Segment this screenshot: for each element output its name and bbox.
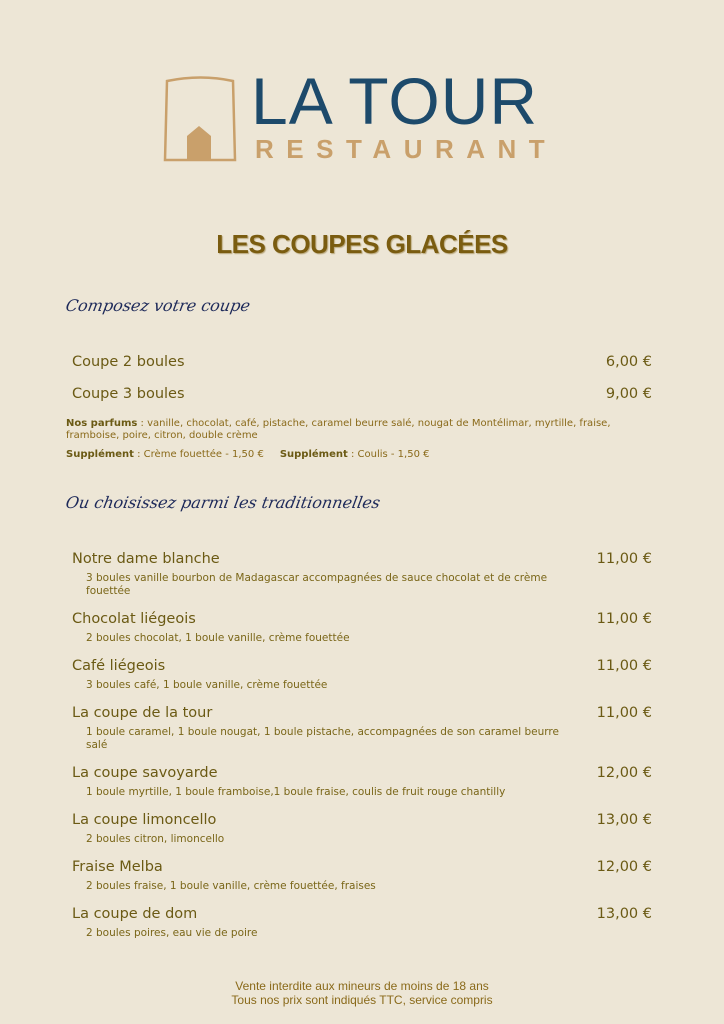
item-description: 3 boules café, 1 boule vanille, crème fouettée bbox=[86, 679, 328, 691]
item-price: 11,00 € bbox=[596, 611, 652, 627]
supplement-cream: : Crème fouettée - 1,50 € bbox=[133, 449, 264, 460]
menu-item bbox=[72, 703, 652, 752]
supplements-note bbox=[66, 449, 656, 461]
tower-icon bbox=[163, 74, 239, 164]
menu-item bbox=[72, 857, 652, 893]
traditional-list bbox=[72, 549, 652, 951]
item-price: 13,00 € bbox=[596, 812, 652, 828]
menu-item bbox=[72, 352, 652, 372]
menu-item bbox=[72, 384, 652, 404]
item-price: 9,00 € bbox=[605, 386, 652, 402]
logo-subtitle: RESTAURANT bbox=[255, 134, 558, 164]
supplement-label: Supplément bbox=[66, 449, 134, 460]
item-description: 2 boules citron, limoncello bbox=[86, 833, 225, 845]
item-name: La coupe limoncello bbox=[72, 812, 217, 828]
traditional-heading: Ou choisissez parmi les traditionnelles bbox=[64, 493, 382, 512]
item-name: Coupe 3 boules bbox=[72, 386, 185, 402]
item-name: Coupe 2 boules bbox=[72, 354, 185, 370]
page-title: LES COUPES GLACÉES bbox=[216, 229, 508, 259]
flavours-list: : vanille, chocolat, café, pistache, caramel beurre salé, nougat de Montélimar, myrtille, fraise, framboise, poire, citron, double crème bbox=[66, 418, 611, 441]
supplement-coulis: : Coulis - 1,50 € bbox=[347, 449, 430, 460]
menu-item bbox=[72, 549, 652, 598]
footer-age-notice: Vente interdite aux mineurs de moins de 18 ans bbox=[235, 979, 489, 993]
restaurant-logo bbox=[163, 64, 563, 166]
compose-heading: Composez votre coupe bbox=[64, 296, 252, 315]
item-name: Café liégeois bbox=[72, 658, 166, 674]
item-description: 2 boules poires, eau vie de poire bbox=[86, 927, 258, 939]
item-name: La coupe de la tour bbox=[72, 705, 213, 721]
menu-item bbox=[72, 810, 652, 846]
item-description: 1 boule myrtille, 1 boule framboise,1 boule fraise, coulis de fruit rouge chantilly bbox=[86, 786, 506, 798]
menu-item bbox=[72, 904, 652, 940]
menu-item bbox=[72, 763, 652, 799]
menu-item bbox=[72, 609, 652, 645]
item-name: Fraise Melba bbox=[72, 859, 163, 875]
item-description: 2 boules chocolat, 1 boule vanille, crème fouettée bbox=[86, 632, 350, 644]
item-price: 6,00 € bbox=[605, 354, 652, 370]
item-name: La coupe savoyarde bbox=[72, 765, 218, 781]
item-price: 11,00 € bbox=[596, 658, 652, 674]
item-price: 12,00 € bbox=[596, 765, 652, 781]
item-price: 13,00 € bbox=[596, 906, 652, 922]
item-price: 11,00 € bbox=[596, 551, 652, 567]
item-description: 3 boules vanille bourbon de Madagascar accompagnées de sauce chocolat et de crème fouettée bbox=[86, 572, 548, 597]
item-name: La coupe de dom bbox=[72, 906, 198, 922]
flavours-note bbox=[66, 418, 656, 442]
footer-price-notice: Tous nos prix sont indiqués TTC, service compris bbox=[231, 993, 493, 1007]
footer bbox=[0, 979, 724, 1007]
item-description: 2 boules fraise, 1 boule vanille, crème fouettée, fraises bbox=[86, 880, 376, 892]
flavours-label: Nos parfums bbox=[66, 418, 138, 429]
item-price: 12,00 € bbox=[596, 859, 652, 875]
item-price: 11,00 € bbox=[596, 705, 652, 721]
menu-item bbox=[72, 656, 652, 692]
item-description: 1 boule caramel, 1 boule nougat, 1 boule pistache, accompagnées de son caramel beurre salé bbox=[86, 726, 559, 751]
item-name: Notre dame blanche bbox=[72, 551, 220, 567]
supplement-label: Supplément bbox=[279, 449, 348, 460]
item-name: Chocolat liégeois bbox=[72, 611, 196, 627]
logo-title: LA TOUR bbox=[251, 64, 539, 138]
